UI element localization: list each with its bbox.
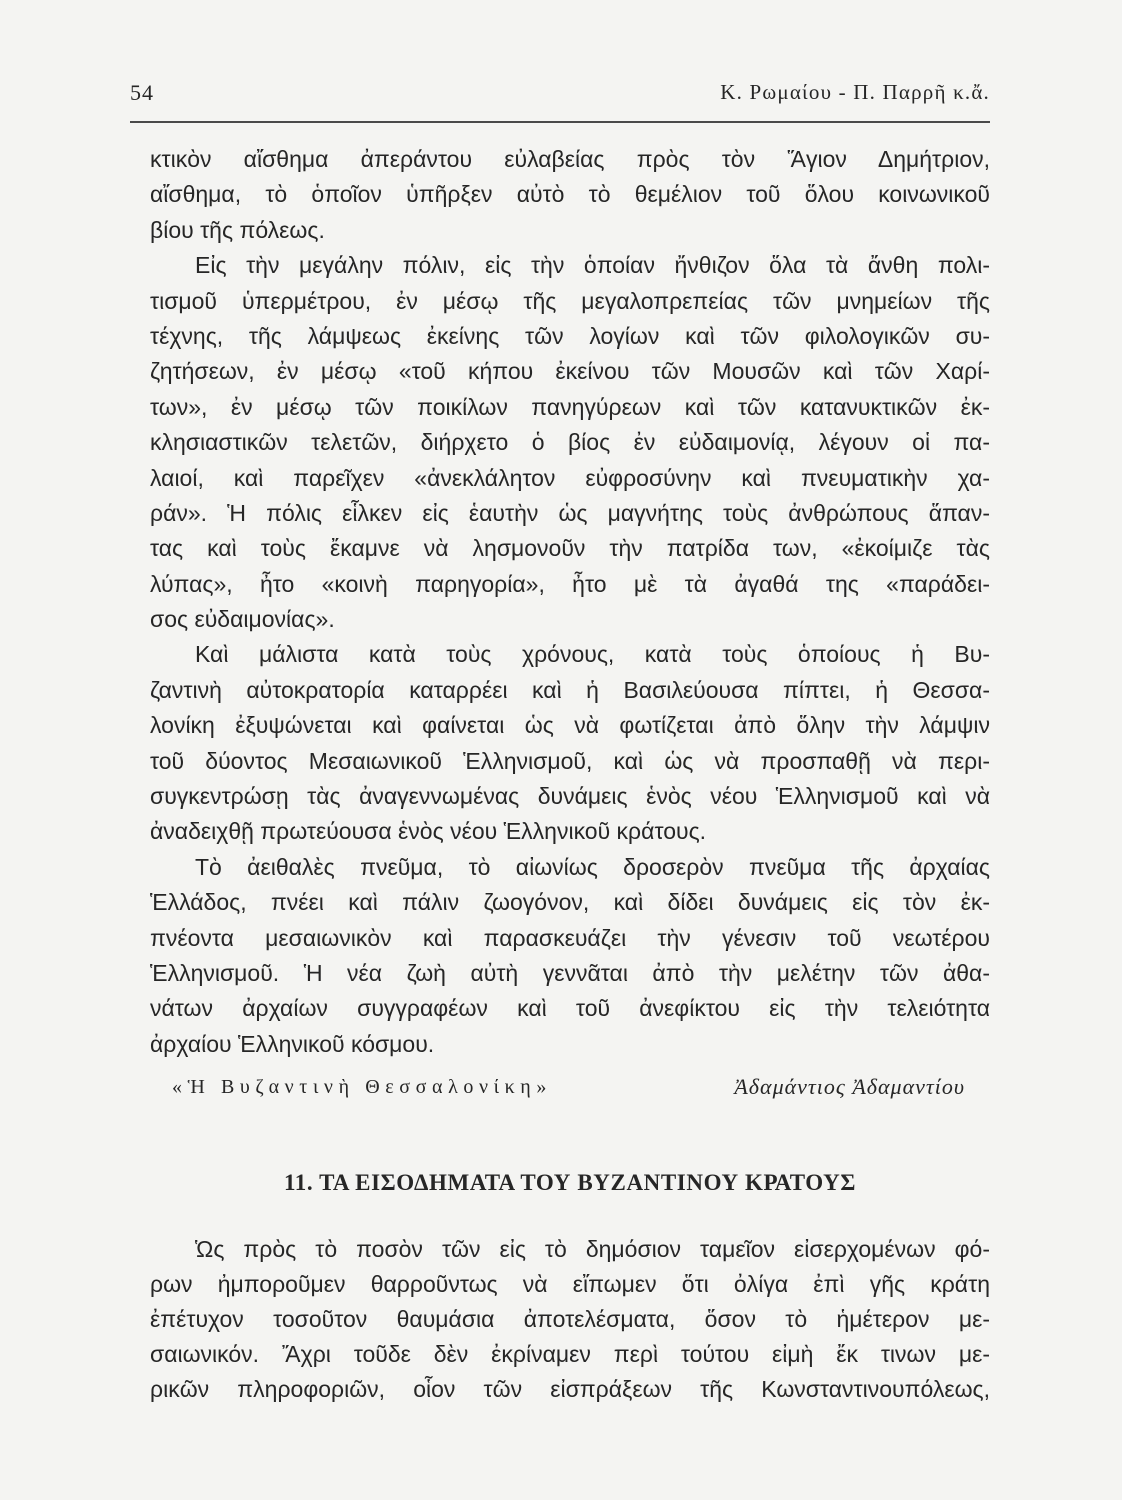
text-line: λύπας», ἦτο «κοινὴ παρηγορία», ἦτο μὲ τὰ ἀγαθά της «παράδει- <box>150 570 990 597</box>
text-line: τέχνης, τῆς λάμψεως ἐκείνης τῶν λογίων καὶ τῶν φιλολογικῶν συ- <box>150 322 990 349</box>
text-line: ζαντινὴ αὐτοκρατορία καταρρέει καὶ ἡ Βασιλεύουσα πίπτει, ἡ Θεσσα- <box>150 676 990 703</box>
text-line: τοῦ δύοντος Μεσαιωνικοῦ Ἑλληνισμοῦ, καὶ ὡς νὰ προσπαθῇ νὰ περι- <box>150 747 990 774</box>
text-line: συγκεντρώσῃ τὰς ἀναγεννωμένας δυνάμεις ἑνὸς νέου Ἑλληνισμοῦ καὶ νὰ <box>150 783 990 810</box>
text-line: ρων ἠμποροῦμεν θαρροῦντως νὰ εἴπωμεν ὅτι ὀλίγα ἐπὶ γῆς κράτη <box>150 1271 990 1297</box>
attribution-source: «Ἡ Βυζαντινὴ Θεσσαλονίκη» <box>172 1076 552 1098</box>
page-number: 54 <box>130 80 154 105</box>
section-heading: 11. ΤΑ ΕΙΣΟΔΗΜΑΤΑ ΤΟΥ ΒΥΖΑΝΤΙΝΟΥ ΚΡΑΤΟΥΣ <box>283 1170 857 1195</box>
text-line: λονίκη ἐξυψώνεται καὶ φαίνεται ὡς νὰ φωτίζεται ἀπὸ ὅλην τὴν λάμψιν <box>150 712 990 739</box>
attribution-author: Ἀδαμάντιος Ἀδαμαντίου <box>734 1074 965 1099</box>
text-line: βίου τῆς πόλεως. <box>150 216 325 243</box>
text-line: των», ἐν μέσῳ τῶν ποικίλων πανηγύρεων καὶ τῶν κατανυκτικῶν ἐκ- <box>150 393 990 420</box>
text-line: λαιοί, καὶ παρεῖχεν «ἀνεκλάλητον εὐφροσύνην καὶ πνευματικὴν χα- <box>150 464 990 491</box>
text-line: κτικὸν αἴσθημα ἀπεράντου εὐλαβείας πρὸς τὸν Ἅγιον Δημήτριον, <box>150 146 990 172</box>
text-line: τας καὶ τοὺς ἔκαμνε νὰ λησμονοῦν τὴν πατρίδα των, «ἐκοίμιζε τὰς <box>150 535 990 562</box>
text-line: πνέοντα μεσαιωνικὸν καὶ παρασκευάζει τὴν γένεσιν τοῦ νεωτέρου <box>150 924 990 951</box>
text-line: σαιωνικόν. Ἄχρι τοῦδε δὲν ἐκρίναμεν περὶ τούτου εἰμὴ ἔκ τινων με- <box>150 1341 990 1367</box>
text-line: αἴσθημα, τὸ ὁποῖον ὑπῆρξεν αὐτὸ τὸ θεμέλιον τοῦ ὅλου κοινωνικοῦ <box>150 181 990 208</box>
text-line: Τὸ ἀειθαλὲς πνεῦμα, τὸ αἰωνίως δροσερὸν πνεῦμα τῆς ἀρχαίας <box>195 853 990 880</box>
text-line: ζητήσεων, ἐν μέσῳ «τοῦ κήπου ἐκείνου τῶν Μουσῶν καὶ τῶν Χαρί- <box>150 358 990 385</box>
text-line: τισμοῦ ὑπερμέτρου, ἐν μέσῳ τῆς μεγαλοπρεπείας τῶν μνημείων τῆς <box>150 287 990 314</box>
text-line: Ἑλληνισμοῦ. Ἡ νέα ζωὴ αὐτὴ γεννᾶται ἀπὸ τὴν μελέτην τῶν ἀθα- <box>150 959 990 986</box>
section-body <box>150 1232 990 1407</box>
text-line: Καὶ μάλιστα κατὰ τοὺς χρόνους, κατὰ τοὺς ὁποίους ἡ Βυ- <box>195 641 990 668</box>
text-line: Ἑλλάδος, πνέει καὶ πάλιν ζωογόνον, καὶ δίδει δυνάμεις εἰς τὸν ἐκ- <box>150 889 990 916</box>
text-line: ράν». Ἡ πόλις εἷλκεν εἰς ἑαυτὴν ὡς μαγνήτης τοὺς ἀνθρώπους ἅπαν- <box>150 499 990 526</box>
text-line: ἀρχαίου Ἑλληνικοῦ κόσμου. <box>150 1030 435 1057</box>
text-line: κλησιαστικῶν τελετῶν, διήρχετο ὁ βίος ἐν εὐδαιμονίᾳ, λέγουν οἱ πα- <box>150 429 990 456</box>
quoted-passage <box>150 142 990 1062</box>
text-line: ρικῶν πληροφοριῶν, οἷον τῶν εἰσπράξεων τῆς Κωνσταντινουπόλεως, <box>150 1376 990 1402</box>
text-line: Εἰς τὴν μεγάλην πόλιν, εἰς τὴν ὁποίαν ἤνθιζον ὅλα τὰ ἄνθη πολι- <box>195 252 990 279</box>
text-line: ἐπέτυχον τοσοῦτον θαυμάσια ἀποτελέσματα, ὅσον τὸ ἡμέτερον με- <box>150 1306 990 1332</box>
text-line: Ὡς πρὸς τὸ ποσὸν τῶν εἰς τὸ δημόσιον ταμεῖον εἰσερχομένων φό- <box>195 1236 990 1262</box>
text-line: σος εὐδαιμονίας». <box>150 606 335 633</box>
text-line: ἀναδειχθῇ πρωτεύουσα ἑνὸς νέου Ἑλληνικοῦ κράτους. <box>150 818 707 845</box>
header-rule <box>130 121 990 123</box>
running-title: Κ. Ρωμαίου - Π. Παρρῆ κ.ἄ. <box>720 80 990 104</box>
text-line: νάτων ἀρχαίων συγγραφέων καὶ τοῦ ἀνεφίκτου εἰς τὴν τελειότητα <box>150 995 990 1022</box>
